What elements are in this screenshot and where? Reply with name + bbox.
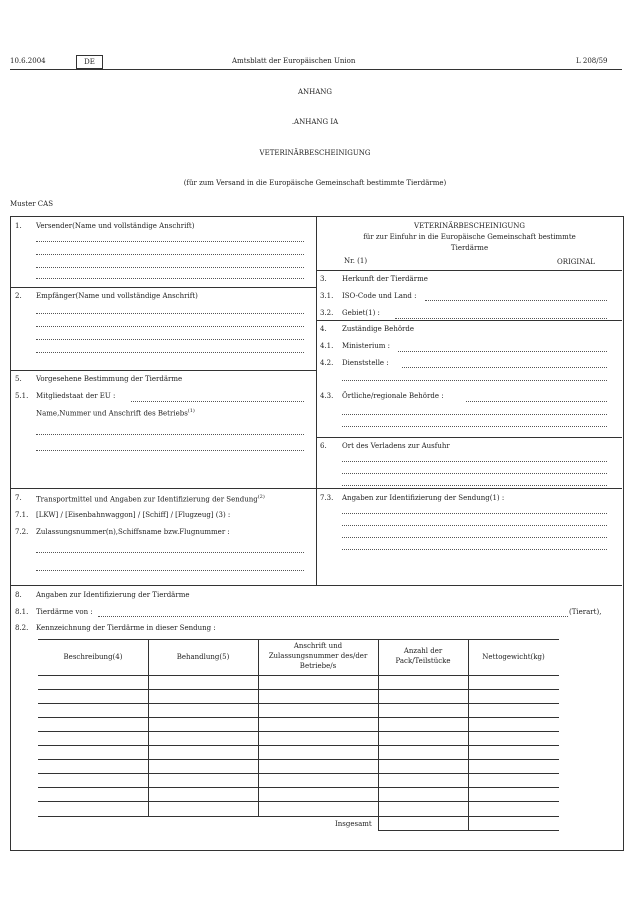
certificate-heading: VETERINÄRBESCHEINIGUNG <box>259 149 371 157</box>
cert-box-title: VETERINÄRBESCHEINIGUNG <box>414 222 525 230</box>
table-rule <box>38 816 559 817</box>
box72-number: 7.2. <box>15 528 29 536</box>
box-divider <box>316 270 622 271</box>
box2-line[interactable] <box>36 313 304 314</box>
box71-number: 7.1. <box>15 511 29 519</box>
table-rule <box>38 759 559 760</box>
consignment-id-line[interactable] <box>342 525 607 526</box>
column-header-establishment: Anschrift und Zulassungsnummer des/der Betriebe/s <box>268 642 368 670</box>
registration-line[interactable] <box>36 570 304 571</box>
cert-box-line3: Tierdärme <box>450 244 489 252</box>
box32-label: Gebiet(1) : <box>342 309 380 317</box>
box51-number: 5.1. <box>15 392 29 400</box>
box6-label: Ort des Verladens zur Ausfuhr <box>342 442 450 450</box>
transport-options[interactable]: [LKW] / [Eisenbahnwaggon] / [Schiff] / [Flugzeug] (3) : <box>36 511 231 519</box>
establishment-line[interactable] <box>36 434 304 435</box>
animal-species-field[interactable] <box>98 616 568 617</box>
table-column-rule <box>258 639 259 816</box>
box1-label: Versender(Name und vollständige Anschrift) <box>36 222 195 230</box>
box3-number: 3. <box>320 275 327 283</box>
box1-line[interactable] <box>36 267 304 268</box>
box4-label: Zuständige Behörde <box>342 325 415 333</box>
office-field[interactable] <box>402 367 607 368</box>
box1-line[interactable] <box>36 278 304 279</box>
box73-number: 7.3. <box>320 494 334 502</box>
registration-line[interactable] <box>36 552 304 553</box>
table-rule <box>38 745 559 746</box>
office-field-continued[interactable] <box>342 380 607 381</box>
box2-line[interactable] <box>36 326 304 327</box>
box81-number: 8.1. <box>15 608 29 616</box>
box42-label: Dienststelle : <box>342 359 389 367</box>
box-divider <box>10 488 622 489</box>
column-header-net-weight: Nettogewicht(kg) <box>482 653 545 661</box>
table-column-rule <box>378 639 379 830</box>
box32-number: 3.2. <box>320 309 334 317</box>
territory-field[interactable] <box>395 318 607 319</box>
original-label: ORIGINAL <box>557 258 595 266</box>
table-rule <box>378 830 559 831</box>
cert-number-label: Nr. (1) <box>344 257 368 265</box>
member-state-field[interactable] <box>131 401 304 402</box>
regional-authority-line[interactable] <box>342 426 607 427</box>
table-column-rule <box>148 639 149 816</box>
box42-number: 4.2. <box>320 359 334 367</box>
box1-line[interactable] <box>36 254 304 255</box>
box51-establishment-label: Name,Nummer und Anschrift des Betriebs$^{(1)}$ <box>36 408 195 418</box>
box81-label: Tierdärme von : <box>36 608 93 616</box>
column-header-treatment: Behandlung(5) <box>176 653 230 661</box>
cert-box-line2: für zur Einfuhr in die Europäische Gemeinschaft bestimmte <box>363 233 576 241</box>
box2-line[interactable] <box>36 352 304 353</box>
box82-label: Kennzeichnung der Tierdärme in dieser Sendung : <box>36 624 216 632</box>
table-rule <box>38 773 559 774</box>
box2-number: 2. <box>15 292 22 300</box>
box82-number: 8.2. <box>15 624 29 632</box>
box8-number: 8. <box>15 591 22 599</box>
box2-line[interactable] <box>36 339 304 340</box>
regional-authority-line[interactable] <box>342 414 607 415</box>
table-column-rule <box>468 639 469 830</box>
table-rule <box>38 675 559 676</box>
box-divider <box>10 585 622 586</box>
box2-label: Empfänger(Name und vollständige Anschrift) <box>36 292 198 300</box>
anhang-ia-title: .ANHANG IA <box>291 118 339 126</box>
box5-number: 5. <box>15 375 22 383</box>
box-divider <box>316 437 622 438</box>
certificate-subtitle: (für zum Versand in die Europäische Gemeinschaft bestimmte Tierdärme) <box>183 179 447 187</box>
regional-authority-field[interactable] <box>466 401 607 402</box>
page-number: L 208/59 <box>576 57 608 65</box>
table-rule <box>38 639 559 640</box>
box4-number: 4. <box>320 325 327 333</box>
total-label: Insgesamt <box>335 820 372 828</box>
column-header-packages: Anzahl der Pack/Teilstücke <box>395 647 451 665</box>
box-divider <box>10 370 316 371</box>
consignment-id-line[interactable] <box>342 513 607 514</box>
loading-place-line[interactable] <box>342 473 607 474</box>
loading-place-line[interactable] <box>342 461 607 462</box>
table-rule <box>38 801 559 802</box>
box6-number: 6. <box>320 442 327 450</box>
establishment-line[interactable] <box>36 450 304 451</box>
box43-number: 4.3. <box>320 392 334 400</box>
table-rule <box>38 689 559 690</box>
header-rule <box>10 69 622 70</box>
box51-label: Mitgliedstaat der EU : <box>36 392 116 400</box>
box-divider <box>316 320 622 321</box>
box73-label: Angaben zur Identifizierung der Sendung(1) : <box>342 494 505 502</box>
muster-label: Muster CAS <box>10 200 54 208</box>
table-rule <box>38 717 559 718</box>
box41-number: 4.1. <box>320 342 334 350</box>
box3-label: Herkunft der Tierdärme <box>342 275 428 283</box>
box8-label: Angaben zur Identifizierung der Tierdärme <box>36 591 190 599</box>
box72-label: Zulassungsnummer(n),Schiffsname bzw.Flugnummer : <box>36 528 230 536</box>
consignment-id-line[interactable] <box>342 537 607 538</box>
table-rule <box>38 703 559 704</box>
table-rule <box>38 787 559 788</box>
language-badge: DE <box>76 55 103 69</box>
box31-number: 3.1. <box>320 292 334 300</box>
box7-label: Transportmittel und Angaben zur Identifizierung der Sendung$^{(2)}$ <box>36 494 265 504</box>
table-rule <box>38 731 559 732</box>
iso-country-field[interactable] <box>425 300 607 301</box>
consignment-id-line[interactable] <box>342 549 607 550</box>
box43-label: Örtliche/regionale Behörde : <box>342 392 444 400</box>
box31-label: ISO-Code und Land : <box>342 292 417 300</box>
box-divider <box>10 287 316 288</box>
loading-place-line[interactable] <box>342 485 607 486</box>
ministry-field[interactable] <box>398 351 607 352</box>
box5-label: Vorgesehene Bestimmung der Tierdärme <box>36 375 183 383</box>
journal-title: Amtsblatt der Europäischen Union <box>232 57 356 65</box>
header-date: 10.6.2004 <box>10 57 46 65</box>
species-suffix: (Tierart), <box>569 608 602 616</box>
box1-number: 1. <box>15 222 22 230</box>
column-header-description: Beschreibung(4) <box>63 653 123 661</box>
box1-line[interactable] <box>36 241 304 242</box>
anhang-title: ANHANG <box>297 88 333 96</box>
box7-number: 7. <box>15 494 22 502</box>
column-divider <box>316 217 317 585</box>
box41-label: Ministerium : <box>342 342 391 350</box>
